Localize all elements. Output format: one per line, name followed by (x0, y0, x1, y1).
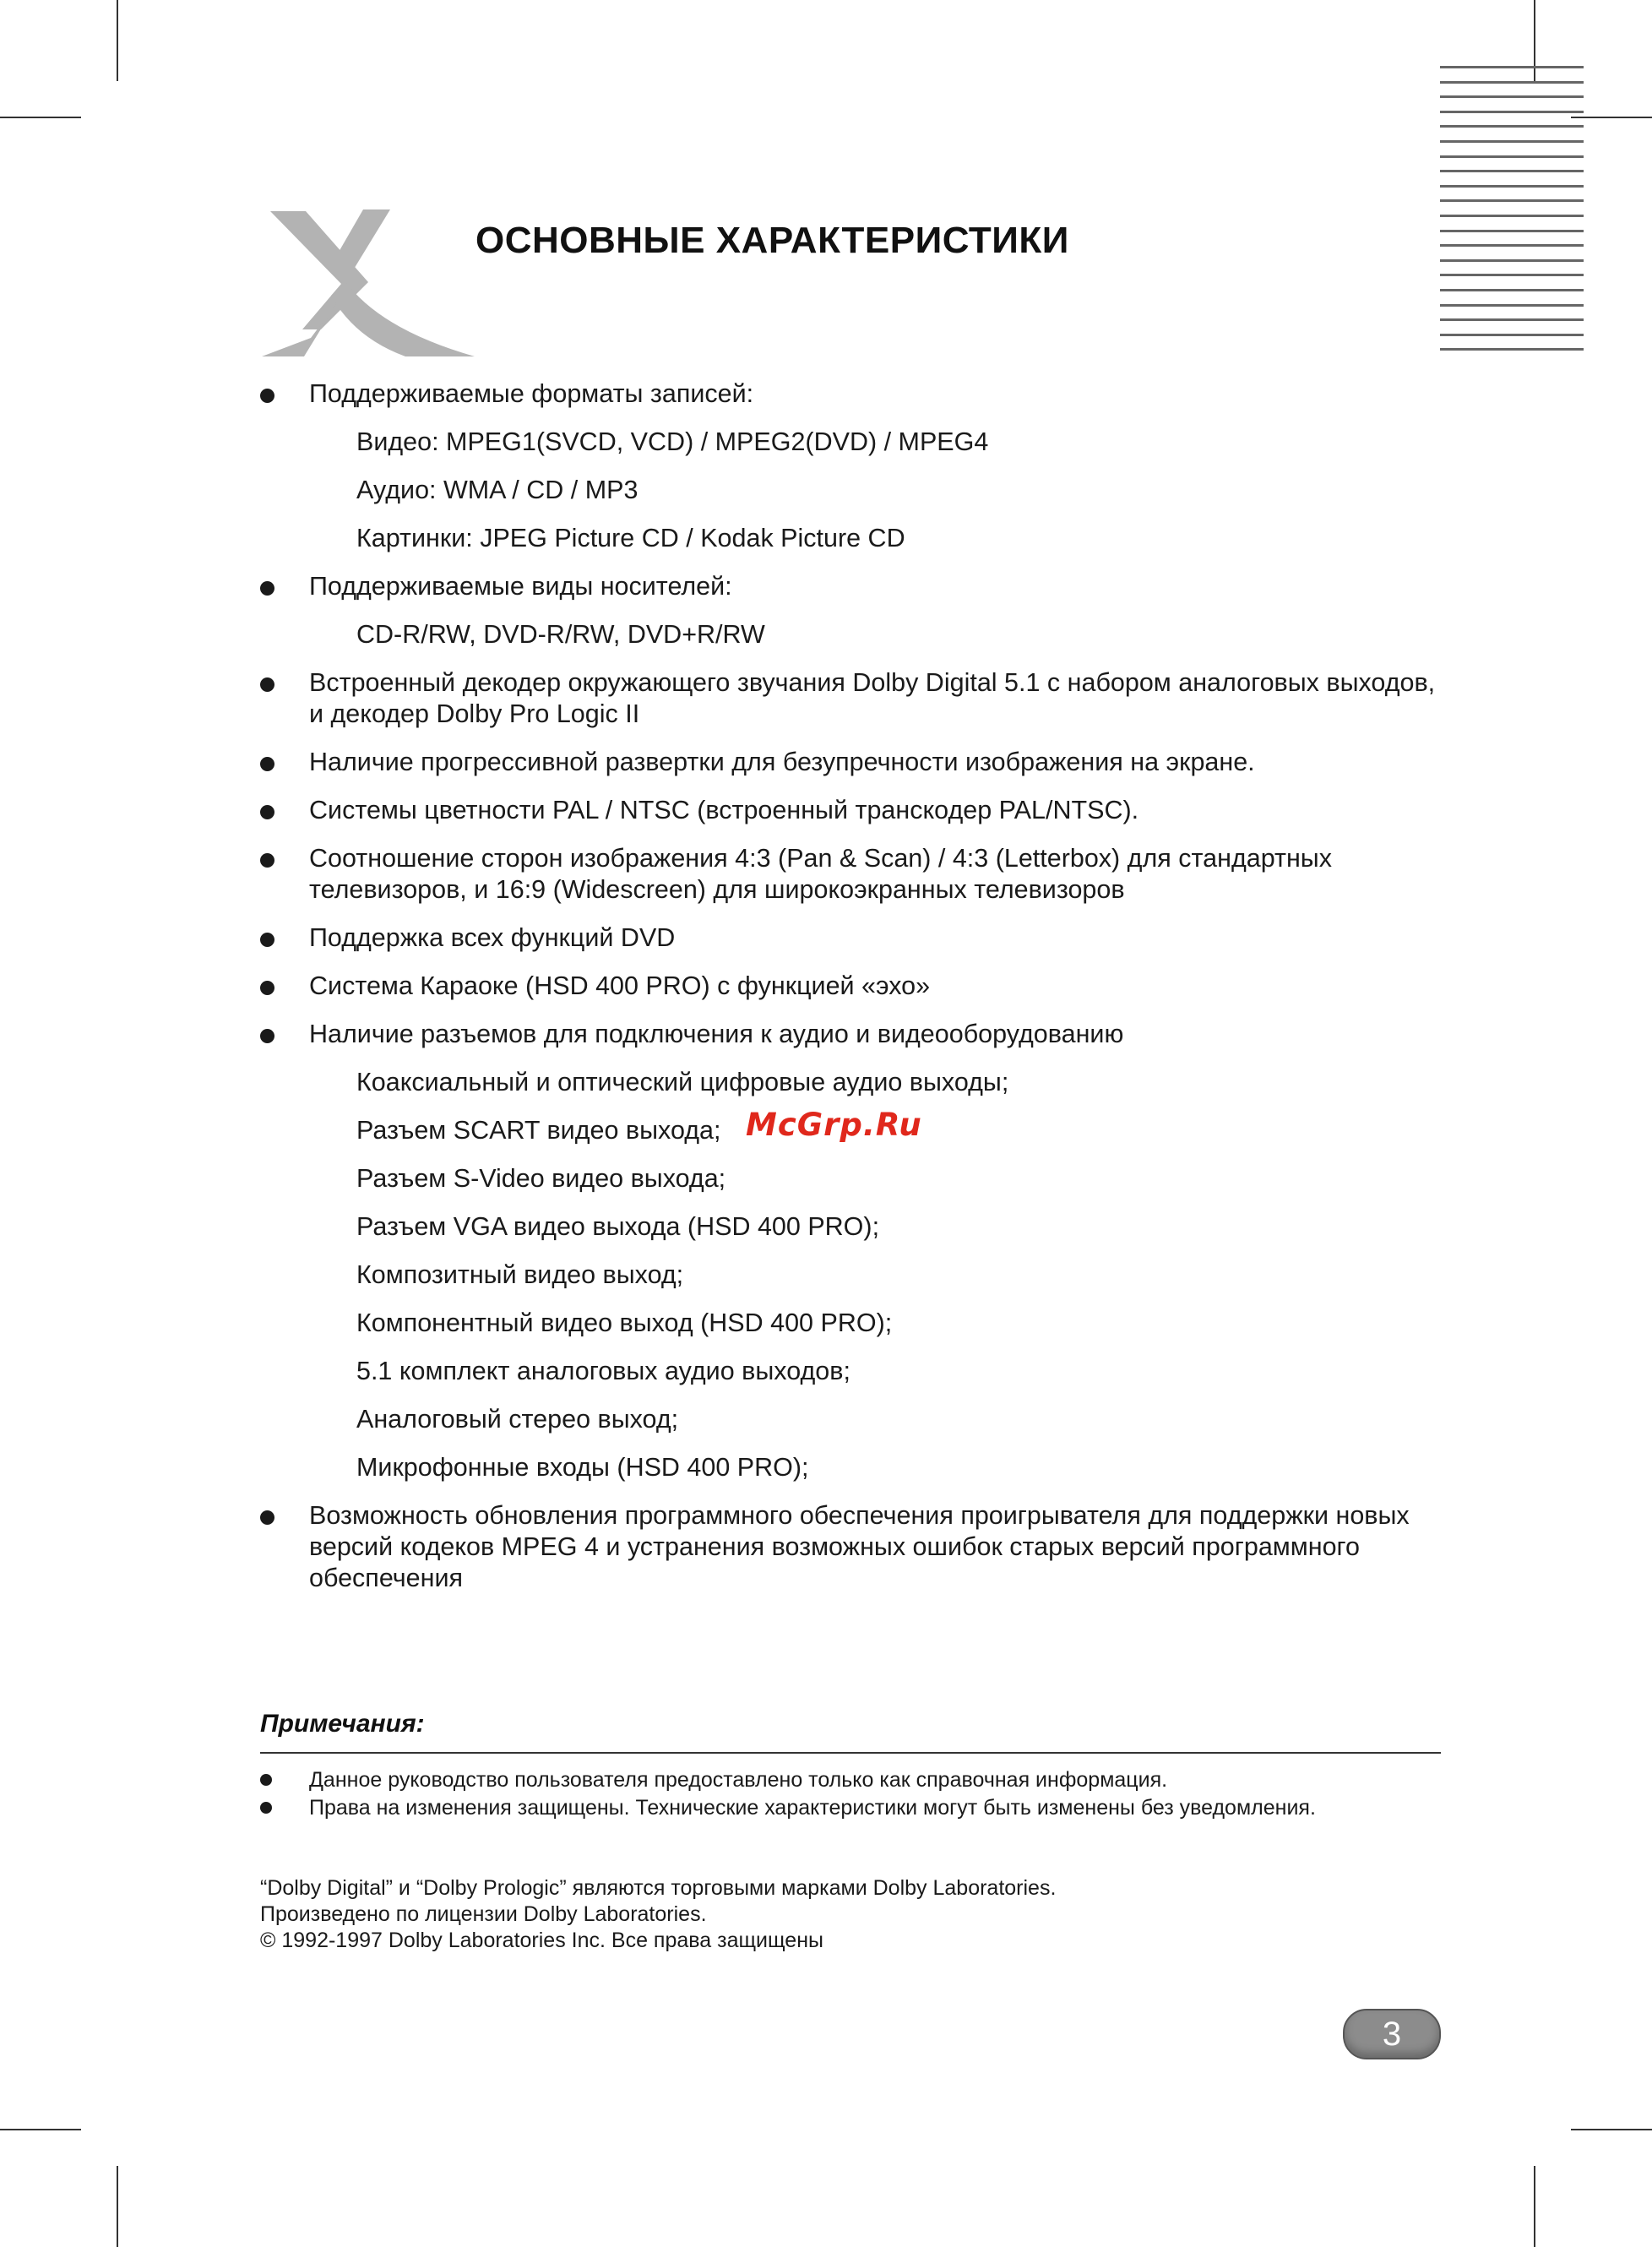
stripe-line (1440, 318, 1584, 321)
feature-item (253, 795, 1453, 826)
page-title: ОСНОВНЫЕ ХАРАКТЕРИСТИКИ (475, 220, 1069, 261)
stripe-line (1440, 215, 1584, 217)
feature-subitem: Коаксиальный и оптический цифровые аудио выходы; (356, 1068, 1009, 1096)
legal-line: © 1992-1997 Dolby Laboratories Inc. Все права защищены (260, 1929, 823, 1952)
bullet-icon (260, 757, 274, 771)
feature-subitem: Микрофонные входы (HSD 400 PRO); (356, 1453, 809, 1482)
crop-mark-bottom-left-h (0, 2129, 81, 2130)
x-logo-icon (253, 203, 490, 363)
feature-item (253, 571, 1453, 650)
feature-item (253, 971, 1453, 1002)
stripe-line (1440, 348, 1584, 351)
stripe-line (1440, 304, 1584, 307)
feature-subitem: Компонентный видео выход (HSD 400 PRO); (356, 1308, 893, 1337)
feature-item (253, 843, 1453, 906)
bullet-icon (260, 1774, 272, 1786)
stripe-line (1440, 274, 1584, 276)
feature-text: Поддержка всех функций DVD (309, 923, 676, 952)
crop-mark-bottom-left (117, 2166, 118, 2247)
note-text: Права на изменения защищены. Технические характеристики могут быть изменены без уведомления. (309, 1796, 1316, 1820)
notes-divider (260, 1752, 1441, 1754)
feature-sublist (309, 427, 1453, 554)
stripe-line (1440, 170, 1584, 172)
feature-item (253, 378, 1453, 554)
feature-text: Поддерживаемые виды носителей: (309, 572, 732, 601)
bullet-icon (260, 389, 274, 403)
notes-list (253, 1767, 1441, 1823)
stripe-line (1440, 66, 1584, 68)
decorative-stripes (1440, 66, 1584, 362)
stripe-line (1440, 155, 1584, 158)
feature-text: Система Караоке (HSD 400 PRO) с функцией «эхо» (309, 971, 931, 1000)
feature-subitem: Разъем S-Video видео выхода; (356, 1164, 726, 1193)
crop-mark-bottom-right (1534, 2166, 1535, 2247)
bullet-icon (260, 677, 274, 692)
page-number: 3 (1382, 2016, 1402, 2053)
crop-mark-top-left-h (0, 117, 81, 118)
stripe-line (1440, 81, 1584, 84)
stripe-line (1440, 259, 1584, 262)
feature-item (253, 1019, 1453, 1483)
feature-text: Поддерживаемые форматы записей: (309, 379, 754, 408)
feature-text: Наличие прогрессивной развертки для безупречности изображения на экране. (309, 748, 1255, 776)
stripe-line (1440, 244, 1584, 247)
stripe-line (1440, 185, 1584, 188)
bullet-icon (260, 1802, 272, 1814)
bullet-icon (260, 1029, 274, 1043)
stripe-line (1440, 334, 1584, 336)
feature-sublist (309, 619, 1453, 650)
stripe-line (1440, 95, 1584, 98)
feature-subitem: Аудио: WMA / CD / MP3 (356, 476, 639, 504)
bullet-icon (260, 981, 274, 995)
bullet-icon (260, 853, 274, 868)
feature-item (253, 747, 1453, 778)
feature-subitem: Видео: MPEG1(SVCD, VCD) / MPEG2(DVD) / MPEG4 (356, 427, 989, 456)
note-item (253, 1767, 1441, 1793)
stripe-line (1440, 230, 1584, 232)
page-number-badge (1343, 2009, 1441, 2059)
crop-mark-bottom-right-h (1571, 2129, 1652, 2130)
feature-item (253, 1500, 1453, 1594)
feature-subitem: Разъем VGA видео выхода (HSD 400 PRO); (356, 1212, 880, 1241)
feature-subitem: Картинки: JPEG Picture CD / Kodak Picture CD (356, 524, 905, 552)
bullet-icon (260, 805, 274, 819)
feature-text: Соотношение сторон изображения 4:3 (Pan & Scan) / 4:3 (Letterbox) для стандартных телевизоров, и 16:9 (Widescreen) для широкоэкранных телевизоров (309, 844, 1332, 904)
stripe-line (1440, 199, 1584, 202)
watermark: McGrp.Ru (746, 1107, 922, 1143)
feature-subitem: CD-R/RW, DVD-R/RW, DVD+R/RW (356, 620, 765, 649)
legal-line: Произведено по лицензии Dolby Laboratories. (260, 1902, 707, 1926)
feature-text: Возможность обновления программного обеспечения проигрывателя для поддержки новых версий кодеков MPEG 4 и устранения возможных ошибок старых версий программного обеспечения (309, 1501, 1410, 1592)
notes-title: Примечания: (260, 1710, 425, 1738)
feature-text: Системы цветности PAL / NTSC (встроенный транскодер PAL/NTSC). (309, 796, 1139, 824)
stripe-line (1440, 140, 1584, 143)
crop-mark-top-left (117, 0, 118, 81)
feature-subitem: Аналоговый стерео выход; (356, 1405, 679, 1434)
note-text: Данное руководство пользователя предоставлено только как справочная информация. (309, 1768, 1168, 1792)
feature-text: Встроенный декодер окружающего звучания Dolby Digital 5.1 с набором аналоговых выходов, и декодер Dolby Pro Logic II (309, 668, 1436, 728)
note-item (253, 1795, 1441, 1821)
feature-subitem: Разъем SCART видео выхода; (356, 1116, 721, 1145)
bullet-icon (260, 1510, 274, 1525)
feature-item (253, 667, 1453, 730)
features-list (253, 378, 1453, 1611)
stripe-line (1440, 289, 1584, 291)
legal-line: “Dolby Digital” и “Dolby Prologic” являются торговыми марками Dolby Laboratories. (260, 1876, 1057, 1900)
stripe-line (1440, 125, 1584, 128)
feature-text: Наличие разъемов для подключения к аудио и видеооборудованию (309, 1020, 1124, 1048)
feature-subitem: 5.1 комплект аналоговых аудио выходов; (356, 1357, 850, 1385)
bullet-icon (260, 933, 274, 947)
bullet-icon (260, 581, 274, 596)
feature-subitem: Композитный видео выход; (356, 1260, 684, 1289)
feature-item (253, 922, 1453, 954)
legal-notice (260, 1875, 1056, 1954)
stripe-line (1440, 111, 1584, 113)
